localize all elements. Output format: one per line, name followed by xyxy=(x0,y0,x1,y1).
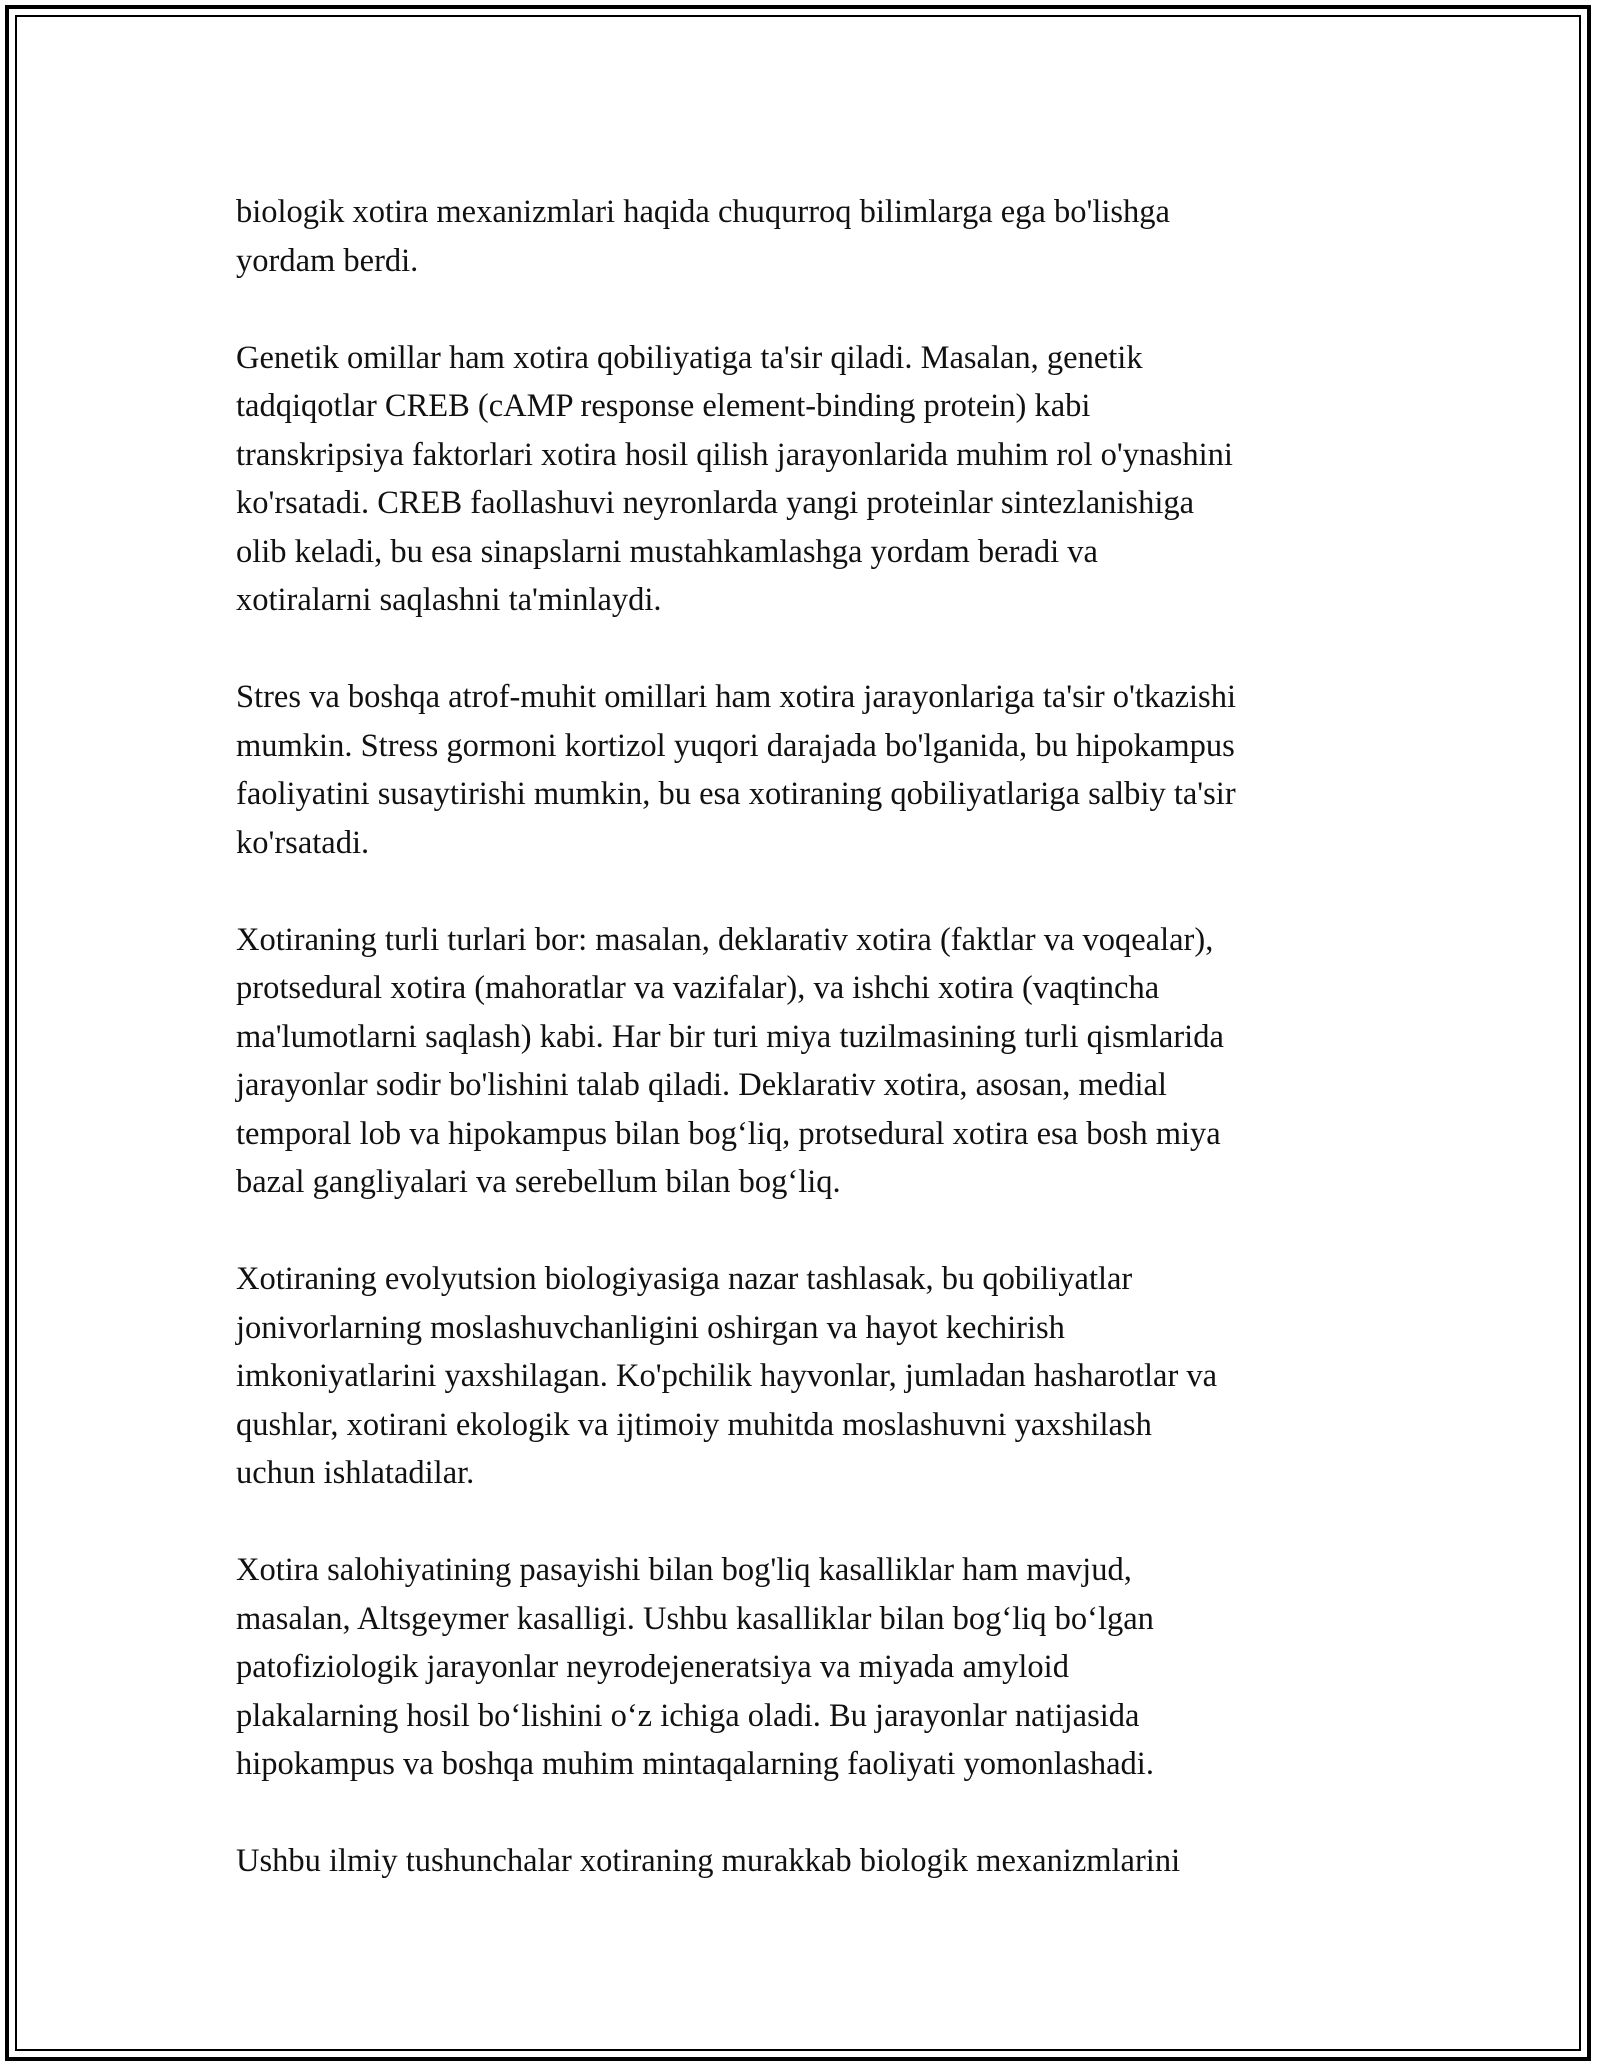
text-line: Genetik omillar ham xotira qobiliyatiga ta'sir qiladi. Masalan, genetik xyxy=(236,339,1143,376)
text-line: plakalarning hosil bo‘lishini o‘z ichiga oladi. Bu jarayonlar natijasida xyxy=(236,1697,1140,1734)
text-line: xotiralarni saqlashni ta'minlaydi. xyxy=(236,582,662,618)
text-line: ko'rsatadi. CREB faollashuvi neyronlarda yangi proteinlar sintezlanishiga xyxy=(236,485,1195,521)
text-line: tadqiqotlar CREB (cAMP response element-binding protein) kabi xyxy=(236,388,1091,424)
paragraph-3 xyxy=(236,673,1366,867)
text-line: imkoniyatlarini yaxshilagan. Ko'pchilik hayvonlar, jumladan hasharotlar va xyxy=(236,1358,1218,1394)
text-line: patofiziologik jarayonlar neyrodejeneratsiya va miyada amyloid xyxy=(236,1649,1069,1685)
text-line: jonivorlarning moslashuvchanligini oshirgan va hayot kechirish xyxy=(236,1309,1065,1346)
text-line: jarayonlar sodir bo'lishini talab qiladi. Deklarativ xotira, asosan, medial xyxy=(236,1067,1167,1103)
document-body xyxy=(236,188,1366,1934)
text-line: uchun ishlatadilar. xyxy=(236,1455,475,1491)
text-line: ma'lumotlarni saqlash) kabi. Har bir turi miya tuzilmasining turli qismlarida xyxy=(236,1018,1224,1055)
paragraph-5 xyxy=(236,1255,1366,1498)
text-line: hipokampus va boshqa muhim mintaqalarning faoliyati yomonlashadi. xyxy=(236,1746,1154,1782)
text-line: mumkin. Stress gormoni kortizol yuqori darajada bo'lganida, bu hipokampus xyxy=(236,727,1235,764)
paragraph-7 xyxy=(236,1837,1366,1886)
text-line: Xotiraning turli turlari bor: masalan, deklarativ xotira (faktlar va voqealar), xyxy=(236,921,1214,958)
text-line: qushlar, xotirani ekologik va ijtimoiy muhitda moslashuvni yaxshilash xyxy=(236,1406,1152,1443)
text-line: Xotiraning evolyutsion biologiyasiga nazar tashlasak, bu qobiliyatlar xyxy=(236,1261,1133,1297)
text-line: Stres va boshqa atrof-muhit omillari ham xotira jarayonlariga ta'sir o'tkazishi xyxy=(236,679,1236,715)
text-line: faoliyatini susaytirishi mumkin, bu esa xotiraning qobiliyatlariga salbiy ta'sir xyxy=(236,776,1236,812)
text-line: Ushbu ilmiy tushunchalar xotiraning murakkab biologik mexanizmlarini xyxy=(236,1843,1181,1879)
text-line: yordam berdi. xyxy=(236,242,419,279)
text-line: transkripsiya faktorlari xotira hosil qilish jarayonlarida muhim rol o'ynashini xyxy=(236,436,1233,473)
text-line: bazal gangliyalari va serebellum bilan bog‘liq. xyxy=(236,1164,841,1200)
text-line: olib keladi, bu esa sinapslarni mustahkamlashga yordam beradi va xyxy=(236,533,1098,570)
text-line: protsedural xotira (mahoratlar va vazifalar), va ishchi xotira (vaqtincha xyxy=(236,970,1160,1006)
paragraph-2 xyxy=(236,334,1366,625)
text-line: biologik xotira mexanizmlari haqida chuqurroq bilimlarga ega bo'lishga xyxy=(236,194,1170,230)
paragraph-6 xyxy=(236,1546,1366,1789)
text-line: masalan, Altsgeymer kasalligi. Ushbu kasalliklar bilan bog‘liq bo‘lgan xyxy=(236,1600,1154,1637)
paragraph-4 xyxy=(236,916,1366,1207)
paragraph-1 xyxy=(236,188,1366,285)
text-line: temporal lob va hipokampus bilan bog‘liq, protsedural xotira esa bosh miya xyxy=(236,1115,1221,1152)
text-line: ko'rsatadi. xyxy=(236,824,370,861)
text-line: Xotira salohiyatining pasayishi bilan bog'liq kasalliklar ham mavjud, xyxy=(236,1552,1132,1588)
